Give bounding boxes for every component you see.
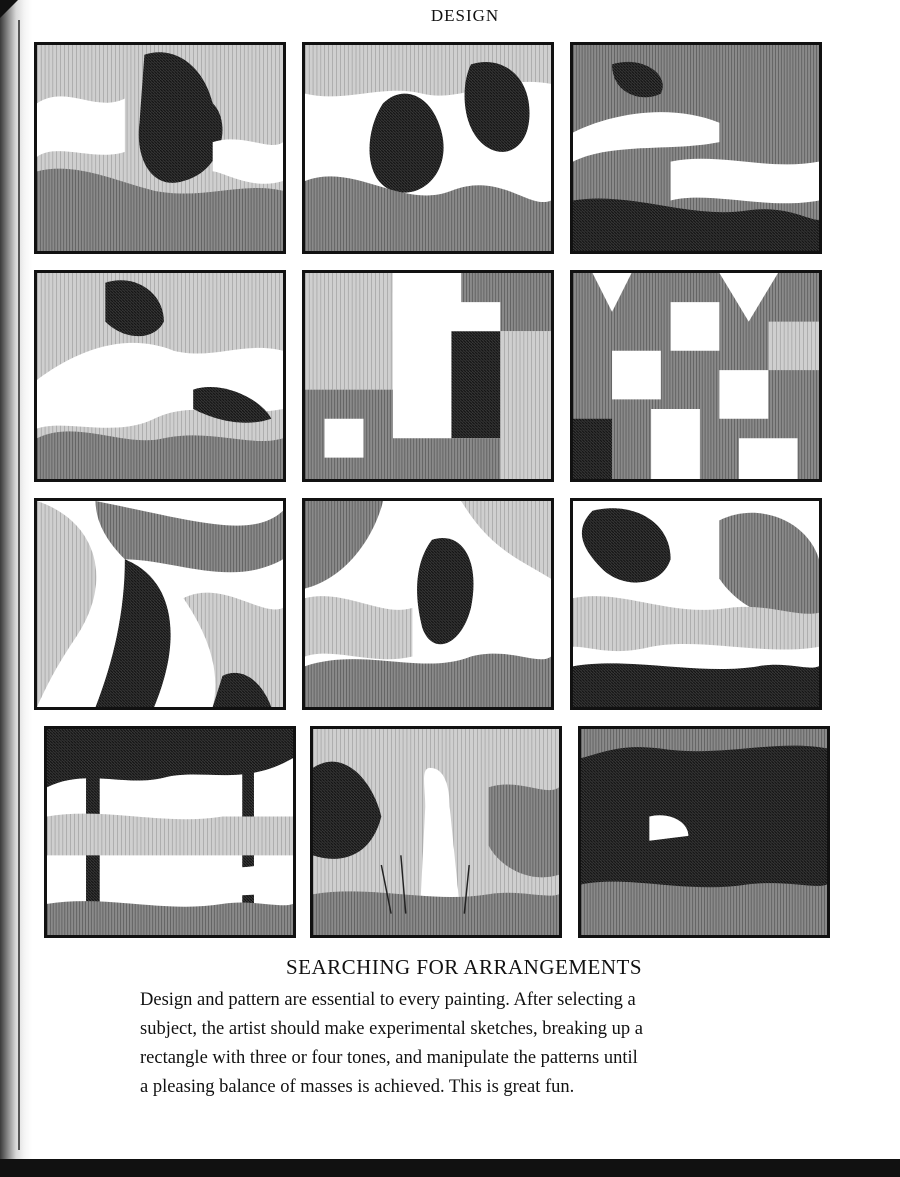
- binding-crease: [18, 20, 20, 1150]
- sketch-cloud-landscape: [37, 273, 283, 479]
- sketch-geometric-b: [573, 273, 819, 479]
- sketch-dark-trees: [305, 45, 551, 251]
- sketch-r1-c3: [570, 42, 822, 254]
- caption-line: Design and pattern are essential to every painting. After selecting a: [140, 990, 636, 1010]
- sketch-moss-trees: [47, 729, 293, 935]
- sketch-r3-c2: [302, 498, 554, 710]
- running-head: DESIGN: [430, 6, 500, 25]
- sketch-rocks-hills: [305, 501, 551, 707]
- sketch-grid: [34, 42, 836, 946]
- caption-line: rectangle with three or four tones, and manipulate the patterns until: [140, 1048, 638, 1068]
- book-spine-shadow: [0, 0, 32, 1160]
- sketch-r1-c1: [34, 42, 286, 254]
- caption-title: SEARCHING FOR ARRANGEMENTS: [285, 955, 643, 979]
- sketch-curved-abstract: [37, 501, 283, 707]
- sketch-figure-trees: [313, 729, 559, 935]
- caption-line: a pleasing balance of masses is achieved. This is great fun.: [140, 1077, 575, 1097]
- sketch-trees-clouds: [37, 45, 283, 251]
- sketch-r2-c1: [34, 270, 286, 482]
- sketch-dark-forest: [581, 729, 827, 935]
- sketch-r4-c1: [44, 726, 296, 938]
- sketch-geometric-a: [305, 273, 551, 479]
- sketch-clouds-banks: [573, 45, 819, 251]
- sketch-r4-c2: [310, 726, 562, 938]
- sketch-r2-c3: [570, 270, 822, 482]
- caption-line: subject, the artist should make experimental sketches, breaking up a: [140, 1019, 643, 1039]
- sketch-r4-c3: [578, 726, 830, 938]
- scan-bottom-edge: [0, 1159, 900, 1177]
- sketch-r1-c2: [302, 42, 554, 254]
- caption-body: [140, 986, 780, 1102]
- sketch-r3-c1: [34, 498, 286, 710]
- sketch-r3-c3: [570, 498, 822, 710]
- sketch-r2-c2: [302, 270, 554, 482]
- sketch-trees-path: [573, 501, 819, 707]
